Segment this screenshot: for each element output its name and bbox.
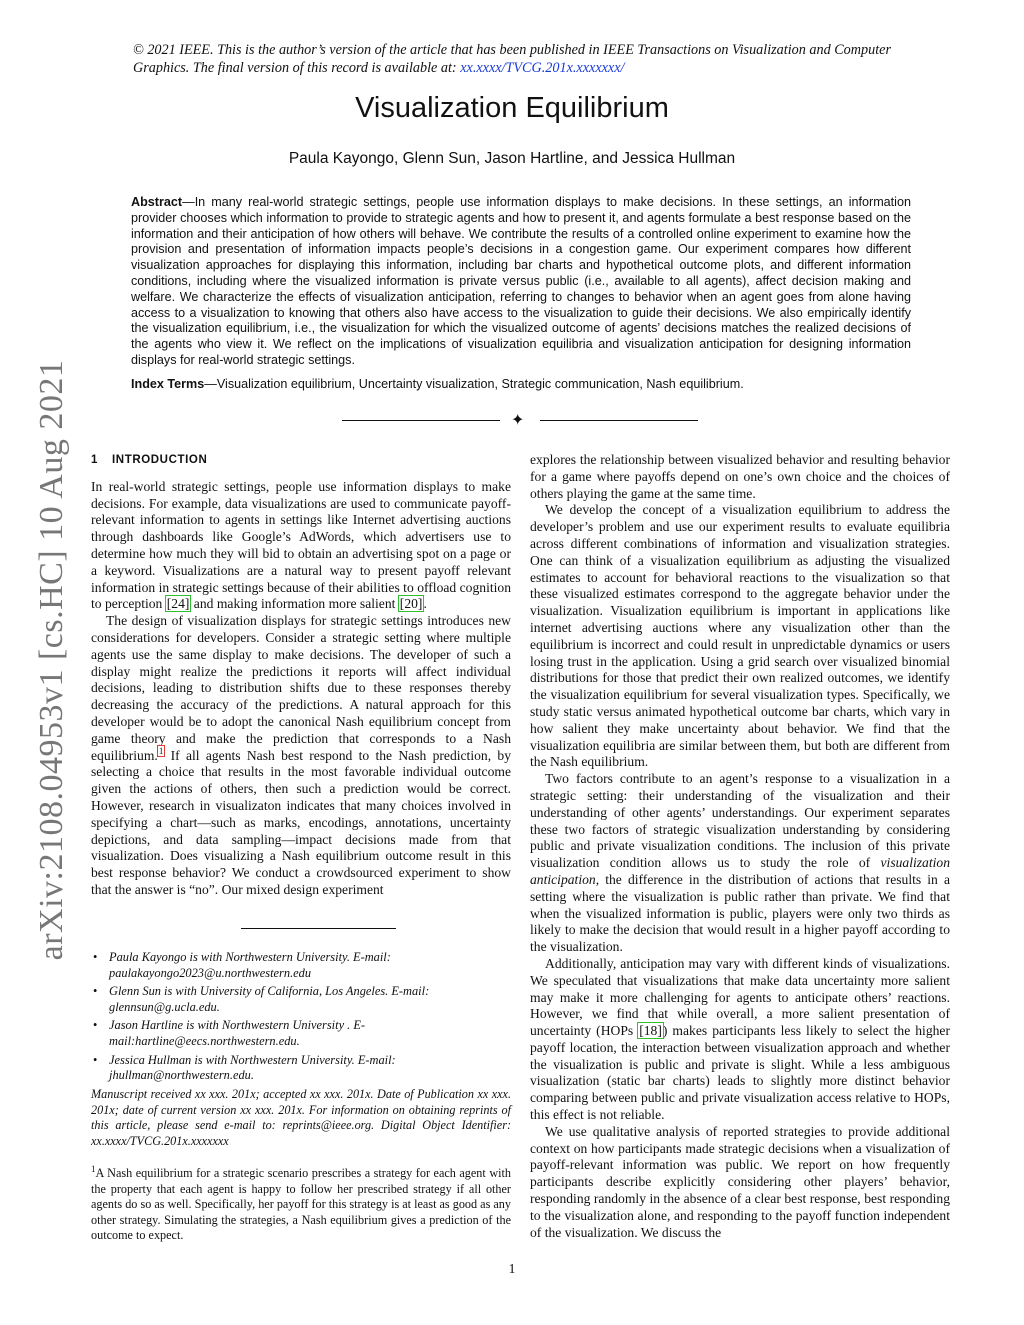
bullet-icon: • bbox=[93, 1018, 98, 1033]
index-terms-text: —Visualization equilibrium, Uncertainty visualization, Strategic communication, Nash equilibrium. bbox=[204, 377, 744, 391]
copyright-notice bbox=[133, 42, 923, 77]
left-column bbox=[91, 452, 511, 899]
paragraph bbox=[91, 479, 511, 613]
paragraph: explores the relationship between visualized behavior and resulting behavior for a game where payoffs depend on one’s own choice and the choices of others playing the game at the same time. bbox=[530, 452, 950, 501]
affiliation-item bbox=[91, 950, 511, 981]
manuscript-note: Manuscript received xx xxx. 201x; accepted xx xxx. 201x. Date of Publication xx xxx. 201x; date of current version xx xxx. 201x. For information on obtaining reprints of this article, please send e-mail to: reprints@ieee.org. Digital Object Identifier: xx.xxxx/TVCG.201x.xxxxxxx bbox=[91, 1087, 511, 1148]
footnote-link[interactable]: 1 bbox=[158, 746, 164, 757]
separator-line-left bbox=[342, 420, 500, 421]
arxiv-identifier-stamp: arXiv:2108.04953v1 [cs.HC] 10 Aug 2021 bbox=[33, 359, 70, 961]
paragraph bbox=[530, 956, 950, 1124]
citation-link[interactable]: [24] bbox=[166, 596, 190, 612]
index-terms bbox=[131, 377, 911, 393]
citation-link[interactable]: [20] bbox=[399, 596, 423, 612]
footnote bbox=[91, 1163, 511, 1244]
abstract bbox=[131, 195, 911, 369]
footnote-text: A Nash equilibrium for a strategic scenario prescribes a strategy for each agent with the property that each agent is happy to follow her prescribed strategy if all other agents do so as well. Specifically, her payoff for this strategy is at least as good as any other strategy. Simulating the strategies, a Nash equilibrium gives a prediction of the outcome to expect. bbox=[91, 1166, 511, 1243]
paper-title: Visualization Equilibrium bbox=[355, 92, 669, 124]
doi-link[interactable]: xx.xxxx/TVCG.201x.xxxxxxx/ bbox=[460, 59, 625, 76]
paragraph bbox=[91, 613, 511, 899]
affiliation-text: Glenn Sun is with University of California, Los Angeles. E-mail: glennsun@g.ucla.edu. bbox=[109, 984, 430, 1014]
abstract-label: Abstract bbox=[131, 195, 183, 209]
text-run: In real-world strategic settings, people use information displays to make decisions. For example, data visualizations are used to communicate payoff-relevant information to agents in settings like Internet advertising auctions through dashboards like Google’s AdWords, which advertisers use to determine how much they will bid to obtain an advertising spot on a page or a keyword. Visualizations are a natural way to present payoff relevant information in strategic settings because of their abilities to offload cognition to perception bbox=[91, 478, 511, 612]
section-separator bbox=[342, 410, 698, 432]
paragraph: We use qualitative analysis of reported strategies to provide additional context on how participants made strategic decisions when a visualization of payoff-relevant information was public. We report on how frequently participants describe explicitly considering other players’ behavior, responding randomly in the absence of a clear best response, best responding to the visualization alone, and responding to the payoff function independent of the visualization. We discuss the bbox=[530, 1123, 950, 1240]
text-run: ) makes participants less likely to select the higher payoff location, the interaction between visualization approach and whether the visualization is public and private is slight. While a less ambiguous visualization (static bar charts) leads to slightly more distinct behavior comparing between public and private visualization access relative to HOPs, this effect is not reliable. bbox=[530, 1023, 950, 1123]
affiliation-item bbox=[91, 1018, 511, 1049]
text-run: , the difference in the distribution of actions that results in a setting where the visualization is public rather than private. We find that when the visualized information is public, players were only two thirds as likely to make the decision that would result in a higher payoff according to the visualization. bbox=[530, 871, 950, 955]
author-list: Paula Kayongo, Glenn Sun, Jason Hartline, and Jessica Hullman bbox=[288, 150, 736, 167]
paragraph bbox=[530, 771, 950, 956]
separator-line-right bbox=[540, 420, 698, 421]
bullet-icon: • bbox=[93, 950, 98, 964]
emphasized-term: visualization anticipation bbox=[530, 855, 950, 887]
affiliation-item bbox=[91, 1053, 511, 1084]
bullet-icon: • bbox=[93, 984, 98, 999]
affiliation-text: Jessica Hullman is with Northwestern University. E-mail: jhullman@northwestern.edu. bbox=[109, 1052, 396, 1083]
text-run: . bbox=[423, 596, 427, 612]
bullet-icon: • bbox=[93, 1052, 98, 1067]
copyright-text: © 2021 IEEE. This is the author’s version of the article that has been published in IEEE Transactions on Visualization and Computer Graphics. The final version of this record is available at: bbox=[133, 42, 891, 76]
page-number: 1 bbox=[508, 1262, 516, 1277]
affiliation-text: Jason Hartline is with Northwestern University . E-mail:hartline@eecs.northwestern.edu. bbox=[109, 1018, 366, 1048]
section-number: 1 bbox=[91, 454, 98, 466]
footnote-rule bbox=[241, 928, 396, 929]
text-run: The design of visualization displays for strategic settings introduces new considerations for developers. Consider a strategic setting where multiple agents use the same display to make decisions. The developer of such a display might realize the predictions it reports will affect individual decisions, leading to distribution shifts due to these responses thereby decreasing the accuracy of the predictions. A natural approach for this developer would be to adopt the canonical Nash equilibrium concept from game theory and make the prediction that corresponds to a Nash equilibrium. bbox=[91, 613, 511, 763]
text-run: Two factors contribute to an agent’s response to a visualization in a strategic setting: their understanding of the visualization and their understanding of other agents’ understandings. Our experiment separates these two factors of strategic visualization understanding by considering public and private visualization conditions. The inclusion of this private visualization condition allows us to study the role of bbox=[530, 771, 950, 871]
text-run: If all agents Nash best respond to the Nash prediction, by selecting a choice that results in the most favorable individual outcome given the actions of others, then such a prediction would be correct. However, research in visualizaton indicates that many choices involved in specifying a chart—such as marks, encodings, annotations, uncertainty depictions, and data sampling—impact decisions made from that visualization. Does visualizing a Nash equilibrium outcome result in this best response behavior? We conduct a crowdsourced experiment to show that the answer is “no”. Our mixed design experiment bbox=[91, 747, 511, 897]
paragraph: We develop the concept of a visualization equilibrium to address the developer’s problem and use our experiment results to evaluate equilibria across different combinations of information and visualization strategies. One can think of a visualization equilibrium as adjusting the visualized estimates to account for behavioral reactions to the visualization so that these visualized estimates correspond to the aggregate behavior under the visualization. Visualization equilibrium is important in applications like internet advertising auctions where any visualization other than the equilibrium is incorrect and could result in unpredictable dynamics or users losing trust in the application. Using a grid search over visualized binomial distributions for those that predict their own realized outcomes, we identify the visualization equilibrium for several visualization types. Specifically, we study static versus animated hypothetical outcome bar charts, which vary in how salient they make uncertainty about behavior. We find that the visualization equilibria are similar between them, but both are different from the Nash equilibrium. bbox=[530, 502, 950, 770]
right-column bbox=[530, 452, 950, 1241]
affiliation-item bbox=[91, 984, 511, 1015]
diamond-ornament-icon: ✦ bbox=[511, 412, 525, 429]
index-terms-label: Index Terms bbox=[131, 377, 205, 391]
affiliation-text: Paula Kayongo is with Northwestern University. E-mail: paulakayongo2023@u.northwestern.edu bbox=[109, 950, 391, 980]
text-run: Additionally, anticipation may vary with different kinds of visualizations. We speculated that visualizations that make data uncertainty more salient may make it more challenging for agents to anticipate others’ reactions. However, we find that while overall, a more salient presentation of uncertainty (HOPs bbox=[530, 955, 950, 1039]
citation-link[interactable]: [18] bbox=[639, 1023, 662, 1039]
abstract-text: —In many real-world strategic settings, people use information displays to make decisions. In these settings, an information provider chooses which information to provide to strategic agents and how to present it, and agents formulate a best response based on the information and their anticipation of how others will behave. We contribute the results of a controlled online experiment to examine how the provision and presentation of information impacts people’s decisions in a congestion game. Our experiment compares how different visualization approaches for displaying this information, including bar charts and hypothetical outcome plots, and different information conditions, including where the visualized information is private versus public (i.e., available to all agents), affect decision making and welfare. We characterize the effects of visualization anticipation, referring to changes to behavior when an agent goes from alone having access to a visualization to knowing that others also have access to the visualization to guide their decisions. We also empirically identify the visualization equilibrium, i.e., the visualization for which the visualized outcome of agents’ decisions matches the realized decisions of the agents who view it. We reflect on the implications of visualization equilibria and visualization anticipation for designing information displays for real-world strategic settings. bbox=[131, 195, 911, 367]
text-run: and making information more salient bbox=[190, 596, 399, 612]
section-title: INTRODUCTION bbox=[112, 454, 208, 466]
section-heading bbox=[91, 452, 511, 469]
author-affiliations bbox=[91, 950, 511, 1087]
footnote-mark: 1 bbox=[91, 1163, 96, 1174]
